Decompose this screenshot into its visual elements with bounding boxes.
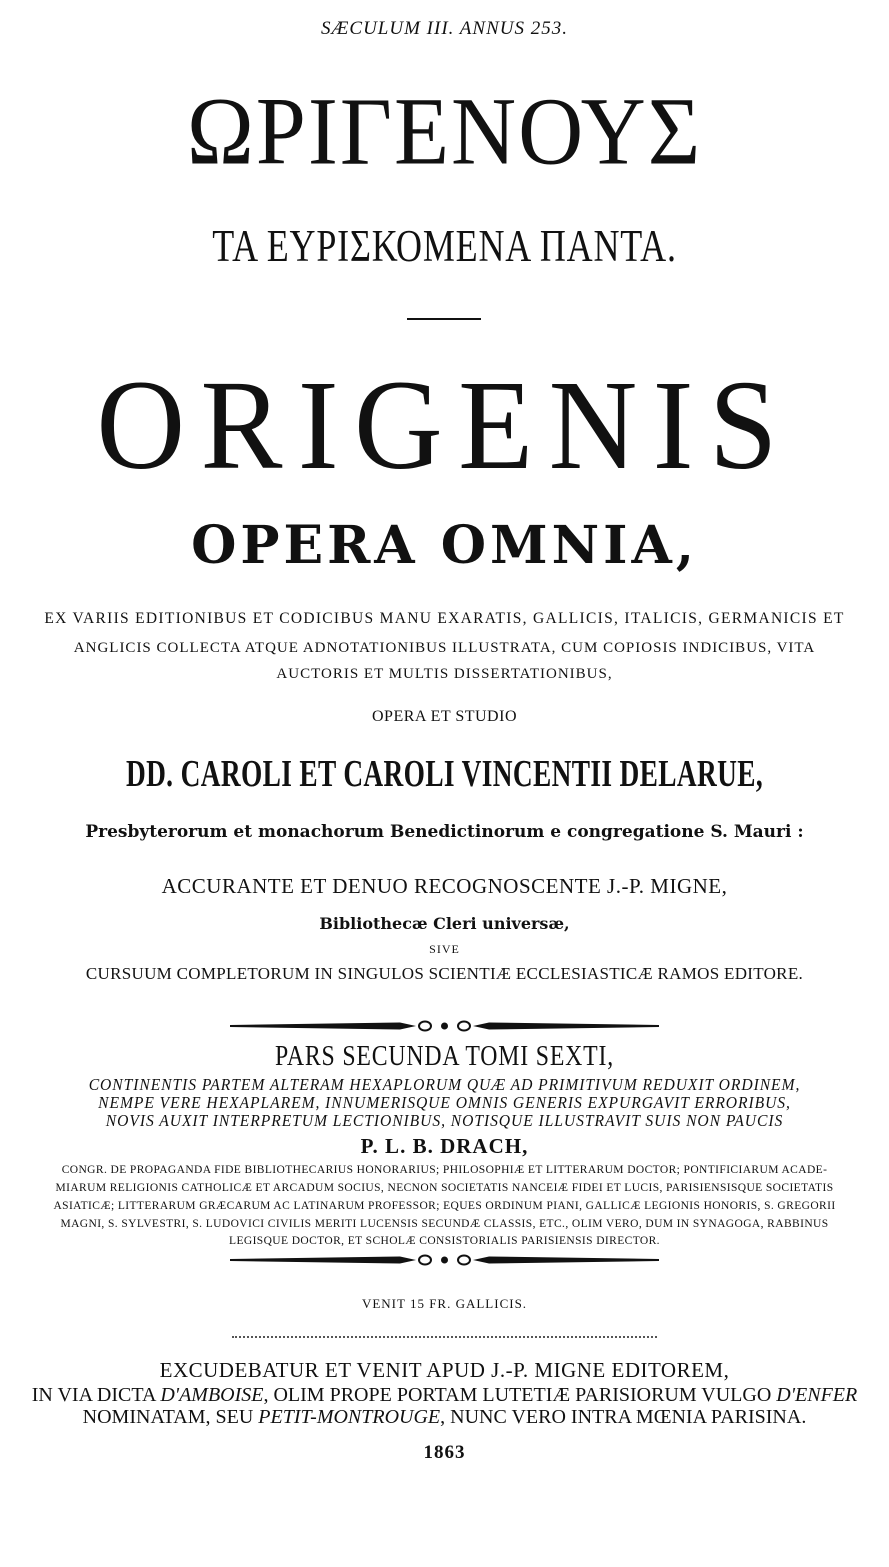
contents-line: CONTINENTIS PARTEM ALTERAM HEXAPLORUM QUÆ AD PRIMITIVUM REDUXIT ORDINEM, (88, 1075, 801, 1094)
imprint-line: EXCUDEBATUR ET VENIT APUD J.-P. MIGNE EDITOREM, (159, 1358, 730, 1382)
drach-name: P. L. B. DRACH, (360, 1134, 529, 1158)
contents-line: NEMPE VERE HEXAPLAREM, INNUMERISQUE OMNIS GENERIS EXPURGAVIT ERRORIBUS, (98, 1093, 791, 1112)
cursuum-line: CURSUUM COMPLETORUM IN SINGULOS SCIENTIÆ ECCLESIASTICÆ RAMOS EDITORE. (85, 964, 804, 983)
title-divider (407, 318, 481, 320)
ornament-divider (0, 1016, 889, 1036)
description-line: ANGLICIS COLLECTA ATQUE ADNOTATIONIBUS ILLUSTRATA, CUM COPIOSIS INDICIBUS, VITA (73, 640, 816, 656)
address-district: PETIT-MONTROUGE (258, 1406, 441, 1428)
price-line: VENIT 15 FR. GALLICIS. (361, 1296, 528, 1311)
contents-line: NOVIS AUXIT INTERPRETUM LECTIONIBUS, NOTISQUE ILLUSTRAVIT SUIS NON PAUCIS (105, 1111, 784, 1130)
editors-line: DD. CAROLI ET CAROLI VINCENTII DELARUE, (125, 753, 764, 795)
address-text: , NUNC VERO INTRA MŒNIA PARISINA. (440, 1406, 807, 1428)
opera-omnia-heading: OPERA OMNIA, (191, 515, 698, 576)
editors-affiliation: Presbyterorum et monachorum Benedictinorum e congregatione S. Mauri : (85, 822, 804, 842)
address-street: D'AMBOISE (160, 1384, 264, 1406)
bibliotheca-line: Bibliothecæ Cleri universæ, (319, 914, 570, 933)
drach-titles-line: LEGISQUE DOCTOR, ET SCHOLÆ CONSISTORIALIS PARISIENSIS DIRECTOR. (229, 1235, 660, 1247)
address-text: IN VIA DICTA (31, 1384, 161, 1406)
drach-titles-line: MAGNI, S. SYLVESTRI, S. LUDOVICI CIVILIS MERITI LUCENSIS SECUNDÆ CLASSIS, ETC., OLIM VERO, DUM IN SYNAGOGA, RABBINUS (60, 1218, 829, 1230)
description-line: EX VARIIS EDITIONIBUS ET CODICIBUS MANU EXARATIS, GALLICIS, ITALICIS, GERMANICIS ET (44, 610, 845, 627)
opera-et-studio: OPERA ET STUDIO (372, 708, 517, 725)
latin-title: ORIGENIS (96, 354, 793, 496)
drach-titles-line: MIARUM RELIGIONIS CATHOLICÆ ET ARCADUM SOCIUS, NECNON SOCIETATIS NANCEIÆ FIDEI ET LUCIS, PARISIENSISQUE SOCIETATIS (55, 1182, 834, 1194)
greek-subtitle: ΤΑ ΕΥΡΙΣΚΟΜΕΝΑ ΠΑΝΤΑ. (212, 221, 677, 271)
accurante-line: ACCURANTE ET DENUO RECOGNOSCENTE J.-P. MIGNE, (161, 874, 728, 898)
drach-titles-line: ASIATICÆ; LITTERARUM GRÆCARUM AC LATINARUM PROFESSOR; EQUES ORDINUM PIANI, GALLICÆ LEGIONIS HONORIS, S. GREGORII (53, 1200, 836, 1212)
publication-year: 1863 (423, 1442, 466, 1463)
series-heading: SÆCULUM III. ANNUS 253. (321, 18, 568, 39)
sive-line: SIVE (429, 942, 460, 956)
volume-heading: PARS SECUNDA TOMI SEXTI, (274, 1040, 615, 1072)
greek-title: ΩΡΙΓΕΝΟΥΣ (186, 77, 703, 185)
drach-titles-line: CONGR. DE PROPAGANDA FIDE BIBLIOTHECARIUS HONORARIUS; PHILOSOPHIÆ ET LITTERARUM DOCTOR; PONTIFICIARUM ACADE- (61, 1164, 828, 1176)
imprint-address-line (0, 1384, 889, 1407)
ornament-divider (0, 1250, 889, 1270)
address-text: , OLIM PROPE PORTAM LUTETIÆ PARISIORUM VULGO (263, 1384, 777, 1406)
imprint-address-line (0, 1406, 889, 1429)
description-line: AUCTORIS ET MULTIS DISSERTATIONIBUS, (276, 666, 613, 682)
address-text: NOMINATAM, SEU (82, 1406, 259, 1428)
address-gate: D'ENFER (776, 1384, 858, 1406)
dotted-divider (232, 1336, 657, 1338)
